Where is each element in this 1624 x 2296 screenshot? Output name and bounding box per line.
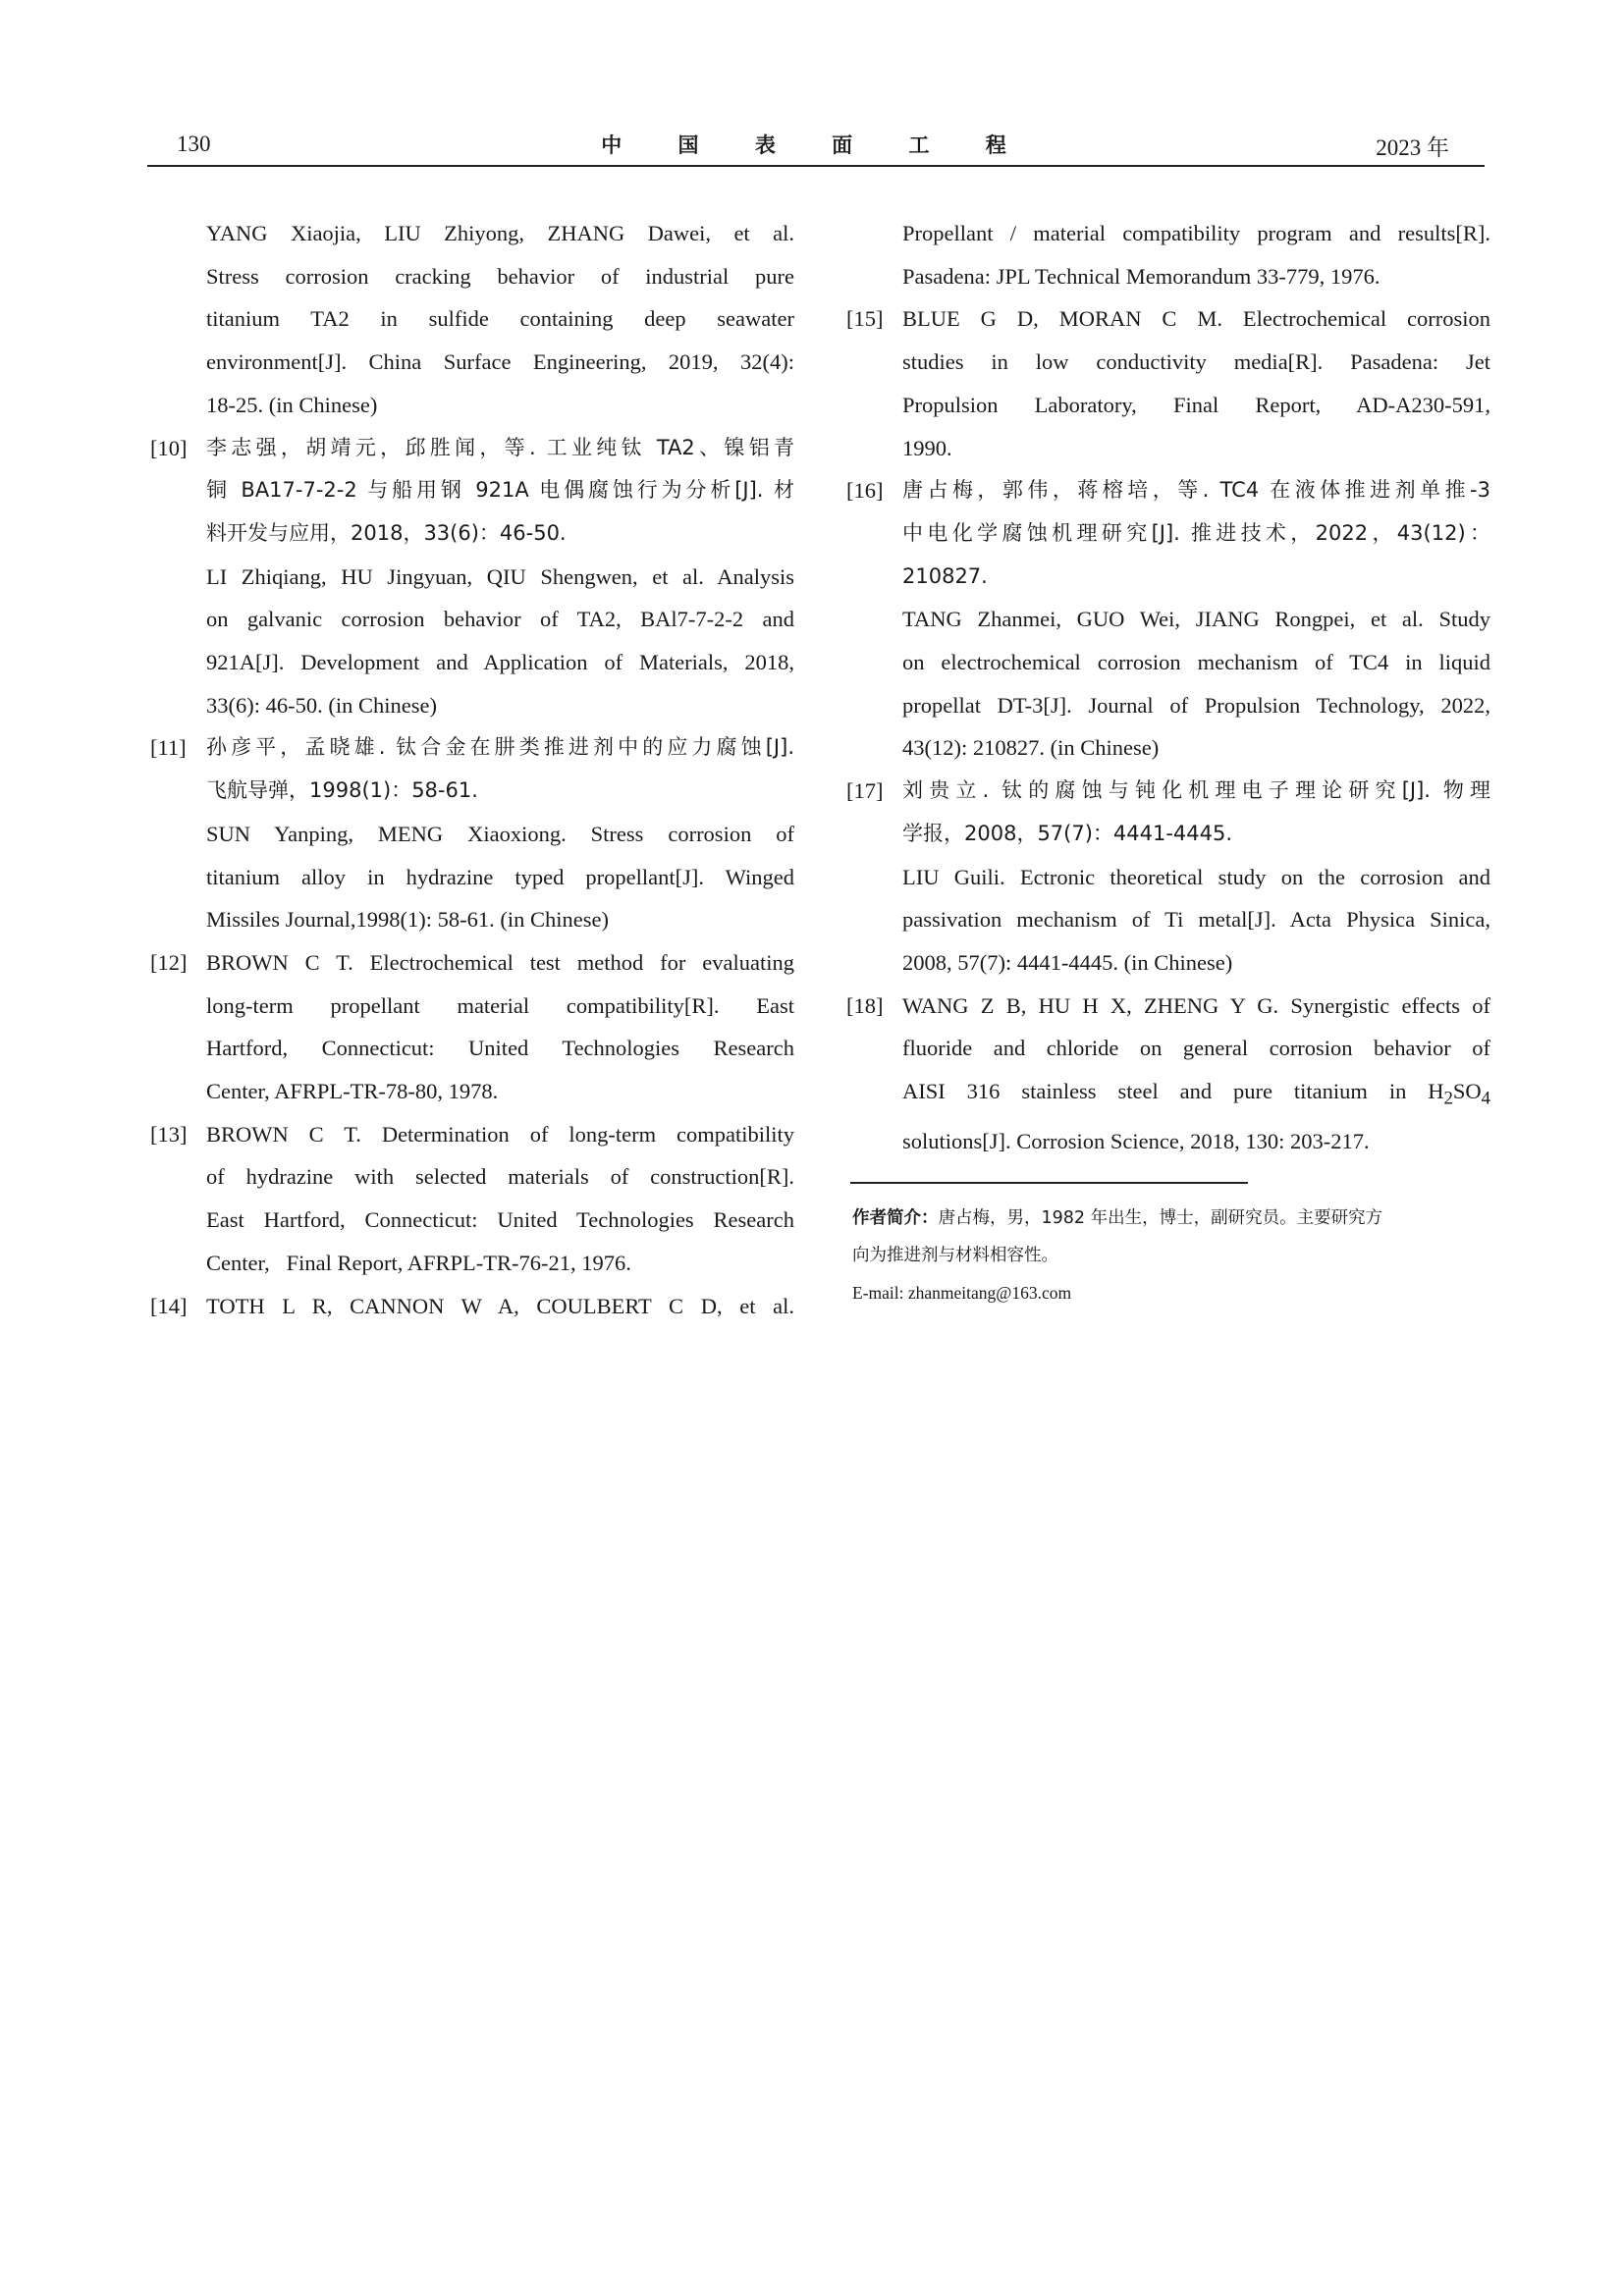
ref-line: passivation mechanism of Ti metal[J]. Acta Physica Sinica, [902, 907, 1490, 933]
ref-line: on galvanic corrosion behavior of TA2, BAl7-7-2-2 and [206, 607, 794, 632]
page-header [147, 126, 1485, 167]
reference-10 [150, 427, 794, 727]
ref-line: Pasadena: JPL Technical Memorandum 33-779, 1976. [902, 263, 1380, 289]
ref-line: Propulsion Laboratory, Final Report, AD-A230-591, [902, 392, 1490, 417]
ref-line: 1990. [902, 435, 952, 460]
ref-line: of hydrazine with selected materials of construction[R]. [206, 1164, 794, 1190]
reference-9-continued [150, 212, 794, 427]
footnote-rule [850, 1182, 1248, 1184]
ref-line: Center, AFRPL-TR-78-80, 1978. [206, 1079, 499, 1104]
ref-line: 李志强，胡靖元，邱胜闻，等. 工业纯钛 TA2、镍铝青 [206, 435, 794, 459]
author-bio-text: 唐占梅，男，1982 年出生，博士，副研究员。主要研究方 [938, 1208, 1383, 1228]
ref-line: 33(6): 46-50. (in Chinese) [206, 692, 437, 718]
ref-line: BROWN C T. Determination of long-term compatibility [206, 1121, 794, 1147]
ref-line: propellat DT-3[J]. Journal of Propulsion Technology, 2022, [902, 692, 1490, 718]
ref-line: WANG Z B, HU H X, ZHENG Y G. Synergistic effects of [902, 992, 1490, 1018]
formula-text: SO [1452, 1079, 1482, 1104]
publication-year: 2023 年 [1376, 135, 1449, 160]
ref-line: SUN Yanping, MENG Xiaoxiong. Stress corrosion of [206, 821, 794, 846]
header-rule [147, 165, 1485, 167]
ref-line: solutions[J]. Corrosion Science, 2018, 130: 203-217. [902, 1129, 1370, 1154]
ref-line: 铜 BA17-7-2-2 与船用钢 921A 电偶腐蚀行为分析[J]. 材 [206, 478, 794, 503]
left-column [150, 212, 794, 1327]
ref-line: LIU Guili. Ectronic theoretical study on the corrosion and [902, 864, 1490, 889]
ref-line: 学报，2008，57(7)：4441-4445. [902, 821, 1233, 845]
ref-line: 43(12): 210827. (in Chinese) [902, 735, 1160, 761]
ref-line: Center, Final Report, AFRPL-TR-76-21, 1976. [206, 1250, 631, 1275]
reference-17 [846, 770, 1490, 985]
ref-line: 18-25. (in Chinese) [206, 392, 378, 417]
formula-text: AISI 316 stainless steel and pure titanium in H [902, 1079, 1444, 1104]
ref-line: YANG Xiaojia, LIU Zhiyong, ZHANG Dawei, et al. [206, 221, 794, 245]
ref-line: Propellant / material compatibility program and results[R]. [902, 221, 1490, 245]
author-bio-line [852, 1200, 1489, 1237]
reference-14-continued [846, 212, 1490, 297]
page-number: 130 [177, 132, 211, 156]
journal-title: 中 国 表 面 工 程 [601, 133, 1031, 157]
ref-number: [15] [846, 306, 884, 332]
reference-11 [150, 726, 794, 941]
ref-line: Stress corrosion cracking behavior of industrial pure [206, 263, 794, 289]
ref-line: East Hartford, Connecticut: United Technologies Research [206, 1207, 794, 1233]
author-bio-line: 向为推进剂与材料相容性。 [852, 1246, 1058, 1265]
ref-number: [18] [846, 992, 884, 1018]
ref-line: TOTH L R, CANNON W A, COULBERT C D, et al. [206, 1293, 794, 1318]
ref-line: 刘贵立. 钛的腐蚀与钝化机理电子理论研究[J]. 物理 [902, 778, 1490, 803]
ref-line: titanium alloy in hydrazine typed propellant[J]. Winged [206, 864, 794, 889]
ref-line: 料开发与应用，2018，33(6)：46-50. [206, 520, 567, 545]
ref-number: [12] [150, 949, 188, 975]
ref-line: studies in low conductivity media[R]. Pasadena: Jet [902, 349, 1490, 375]
ref-line: long-term propellant material compatibility[R]. East [206, 992, 794, 1018]
ref-line: BLUE G D, MORAN C M. Electrochemical corrosion [902, 306, 1490, 332]
ref-line: 921A[J]. Development and Application of Materials, 2018, [206, 650, 794, 675]
ref-line-chemical-formula [902, 1070, 1490, 1120]
reference-18 [846, 985, 1490, 1163]
ref-line: Missiles Journal,1998(1): 58-61. (in Chinese) [206, 907, 609, 933]
author-bio-label: 作者简介： [852, 1208, 939, 1228]
ref-line: 飞航导弹，1998(1)：58-61. [206, 778, 478, 803]
ref-line: Hartford, Connecticut: United Technologies Research [206, 1036, 794, 1061]
ref-number: [17] [846, 778, 884, 804]
ref-line: fluoride and chloride on general corrosion behavior of [902, 1036, 1490, 1061]
reference-14 [150, 1285, 794, 1328]
ref-number: [11] [150, 735, 187, 761]
ref-line: on electrochemical corrosion mechanism of TC4 in liquid [902, 650, 1490, 675]
ref-line: 孙彦平，孟晓雄. 钛合金在肼类推进剂中的应力腐蚀[J]. [206, 735, 794, 760]
ref-number: [13] [150, 1121, 188, 1147]
author-email: E-mail: zhanmeitang@163.com [852, 1283, 1072, 1303]
reference-13 [150, 1113, 794, 1285]
ref-line: environment[J]. China Surface Engineering, 2019, 32(4): [206, 349, 794, 375]
ref-number: [16] [846, 478, 884, 504]
right-column [846, 212, 1490, 1163]
formula-subscript: 4 [1481, 1088, 1490, 1109]
ref-number: [10] [150, 435, 188, 460]
ref-number: [14] [150, 1293, 188, 1318]
ref-line: 唐占梅，郭伟，蒋榕培，等. TC4 在液体推进剂单推-3 [902, 478, 1490, 503]
reference-16 [846, 469, 1490, 770]
ref-line: LI Zhiqiang, HU Jingyuan, QIU Shengwen, et al. Analysis [206, 563, 794, 589]
ref-line: TANG Zhanmei, GUO Wei, JIANG Rongpei, et al. Study [902, 607, 1490, 632]
ref-line: BROWN C T. Electrochemical test method for evaluating [206, 949, 794, 975]
reference-12 [150, 941, 794, 1113]
ref-line: 2008, 57(7): 4441-4445. (in Chinese) [902, 949, 1233, 975]
reference-15 [846, 297, 1490, 469]
formula-subscript: 2 [1443, 1088, 1453, 1109]
author-note [852, 1200, 1489, 1311]
ref-line: 中电化学腐蚀机理研究[J]. 推进技术，2022，43(12)： [902, 520, 1490, 545]
ref-line: 210827. [902, 563, 988, 588]
ref-line: titanium TA2 in sulfide containing deep seawater [206, 306, 794, 332]
